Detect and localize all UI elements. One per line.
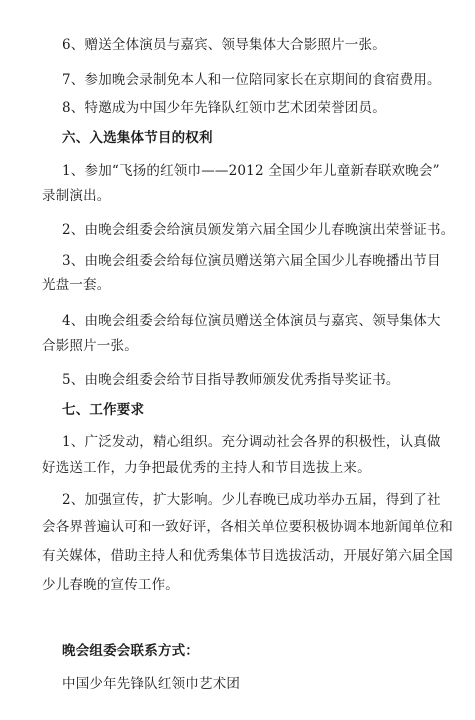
requirement-1-line2: 好选送工作，力争把最优秀的主持人和节目选拔上来。	[42, 460, 371, 476]
requirement-2-line4: 少儿春晚的宣传工作。	[42, 577, 179, 593]
group-right-1-line2: 录制演出。	[42, 188, 111, 204]
section-7-heading: 七、工作要求	[62, 402, 145, 418]
requirement-2-line3: 有关媒体，借助主持人和优秀集体节目选拔活动，开展好第六届全国	[42, 548, 453, 564]
group-right-2-line1: 2、由晚会组委会给演员颁发第六届全国少儿春晚演出荣誉证书。	[62, 222, 455, 238]
contact-heading: 晚会组委会联系方式：	[62, 643, 199, 659]
requirement-2-line2: 会各界普遍认可和一致好评，各相关单位要积极协调本地新闻单位和	[42, 519, 453, 535]
group-right-4-line2: 合影照片一张。	[42, 338, 138, 354]
group-right-1-line1: 1、参加“飞扬的红领巾——2012 全国少年儿童新春联欢晚会”	[62, 163, 440, 179]
section-6-heading: 六、入选集体节目的权利	[62, 130, 213, 146]
contact-organization: 中国少年先锋队红领巾艺术团	[62, 676, 241, 692]
benefit-item-7: 7、参加晚会录制免本人和一位陪同家长在京期间的食宿费用。	[62, 72, 441, 88]
requirement-2-line1: 2、加强宣传，扩大影响。少儿春晚已成功举办五届，得到了社	[62, 492, 441, 508]
group-right-3-line2: 光盘一套。	[42, 277, 111, 293]
requirement-1-line1: 1、广泛发动，精心组织。充分调动社会各界的积极性，认真做	[62, 434, 441, 450]
benefit-item-6: 6、赠送全体演员与嘉宾、领导集体大合影照片一张。	[62, 37, 386, 53]
benefit-item-8: 8、特邀成为中国少年先锋队红领巾艺术团荣誉团员。	[62, 100, 386, 116]
group-right-5-line1: 5、由晚会组委会给节目指导教师颁发优秀指导奖证书。	[62, 372, 400, 388]
group-right-4-line1: 4、由晚会组委会给每位演员赠送全体演员与嘉宾、领导集体大	[62, 313, 441, 329]
group-right-3-line1: 3、由晚会组委会给每位演员赠送第六届全国少儿春晚播出节目	[62, 253, 441, 269]
